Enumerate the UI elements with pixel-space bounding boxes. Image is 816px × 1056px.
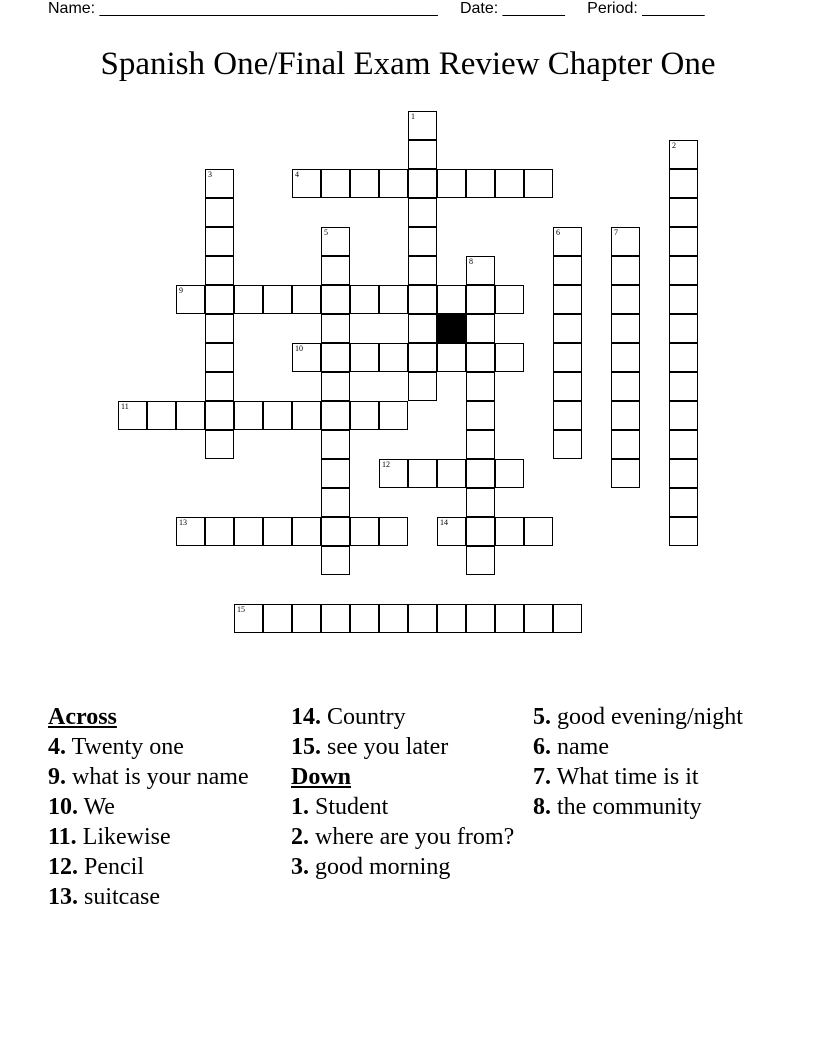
clue-text: Country bbox=[321, 704, 406, 730]
clue-text: where are you from? bbox=[309, 824, 515, 850]
clue-column-3 bbox=[533, 703, 763, 823]
crossword-cell[interactable] bbox=[437, 285, 466, 314]
crossword-cell[interactable] bbox=[408, 372, 437, 401]
crossword-cell[interactable] bbox=[321, 285, 350, 314]
crossword-cell[interactable] bbox=[669, 372, 698, 401]
cell-number: 2 bbox=[672, 141, 676, 150]
crossword-cell[interactable] bbox=[611, 256, 640, 285]
crossword-cell[interactable] bbox=[205, 430, 234, 459]
crossword-cell[interactable] bbox=[321, 430, 350, 459]
crossword-cell[interactable] bbox=[205, 401, 234, 430]
crossword-cell[interactable] bbox=[350, 343, 379, 372]
crossword-cell[interactable] bbox=[408, 343, 437, 372]
crossword-cell[interactable] bbox=[524, 517, 553, 546]
crossword-cell[interactable] bbox=[147, 401, 176, 430]
clue-number: 8. bbox=[533, 794, 551, 820]
crossword-cell[interactable] bbox=[321, 517, 350, 546]
crossword-cell[interactable] bbox=[495, 285, 524, 314]
crossword-cell[interactable] bbox=[495, 343, 524, 372]
clue-number: 1. bbox=[291, 794, 309, 820]
crossword-cell[interactable] bbox=[408, 285, 437, 314]
crossword-cell[interactable] bbox=[292, 401, 321, 430]
crossword-cell[interactable] bbox=[379, 343, 408, 372]
crossword-cell[interactable] bbox=[669, 517, 698, 546]
crossword-cell[interactable] bbox=[321, 401, 350, 430]
crossword-cell[interactable] bbox=[379, 169, 408, 198]
crossword-cell[interactable] bbox=[466, 604, 495, 633]
crossword-cell[interactable] bbox=[408, 227, 437, 256]
crossword-cell[interactable] bbox=[466, 314, 495, 343]
crossword-cell[interactable] bbox=[466, 546, 495, 575]
crossword-cell[interactable] bbox=[524, 604, 553, 633]
crossword-cell[interactable] bbox=[205, 256, 234, 285]
crossword-cell[interactable] bbox=[205, 343, 234, 372]
crossword-cell[interactable] bbox=[611, 401, 640, 430]
crossword-cell[interactable] bbox=[466, 343, 495, 372]
cell-number: 15 bbox=[237, 605, 245, 614]
crossword-cell[interactable] bbox=[263, 285, 292, 314]
clue-number: 5. bbox=[533, 704, 551, 730]
crossword-cell[interactable] bbox=[466, 285, 495, 314]
crossword-cell[interactable] bbox=[321, 488, 350, 517]
clue-number: 14. bbox=[291, 704, 321, 730]
clue-item bbox=[48, 883, 278, 911]
crossword-cell[interactable] bbox=[408, 198, 437, 227]
crossword-cell[interactable] bbox=[408, 604, 437, 633]
crossword-cell[interactable] bbox=[350, 517, 379, 546]
crossword-cell[interactable] bbox=[611, 314, 640, 343]
crossword-cell[interactable] bbox=[611, 285, 640, 314]
crossword-cell[interactable] bbox=[669, 169, 698, 198]
clue-number: 13. bbox=[48, 884, 78, 910]
crossword-cell[interactable] bbox=[466, 517, 495, 546]
page-title: Spanish One/Final Exam Review Chapter One bbox=[100, 46, 716, 82]
crossword-cell[interactable] bbox=[205, 285, 234, 314]
crossword-cell[interactable] bbox=[466, 169, 495, 198]
crossword-cell[interactable] bbox=[669, 256, 698, 285]
cell-number: 10 bbox=[295, 344, 303, 353]
crossword-cell[interactable] bbox=[205, 227, 234, 256]
crossword-cell[interactable] bbox=[408, 314, 437, 343]
clue-text: good morning bbox=[309, 854, 451, 880]
cell-number: 1 bbox=[411, 112, 415, 121]
clue-item bbox=[291, 733, 521, 761]
clue-text: the community bbox=[551, 794, 702, 820]
crossword-black-square bbox=[437, 314, 466, 343]
clue-text: what is your name bbox=[66, 764, 249, 790]
crossword-cell[interactable] bbox=[669, 227, 698, 256]
cell-number: 6 bbox=[556, 228, 560, 237]
crossword-cell[interactable] bbox=[321, 256, 350, 285]
crossword-cell[interactable] bbox=[321, 169, 350, 198]
clue-number: 2. bbox=[291, 824, 309, 850]
crossword-cell[interactable] bbox=[553, 430, 582, 459]
cell-number: 8 bbox=[469, 257, 473, 266]
crossword-cell[interactable] bbox=[466, 459, 495, 488]
crossword-cell[interactable] bbox=[611, 430, 640, 459]
crossword-cell[interactable] bbox=[205, 372, 234, 401]
crossword-cell[interactable] bbox=[205, 198, 234, 227]
crossword-cell[interactable] bbox=[350, 285, 379, 314]
clue-text: Likewise bbox=[76, 824, 171, 850]
crossword-cell[interactable] bbox=[292, 285, 321, 314]
crossword-cell[interactable] bbox=[611, 459, 640, 488]
crossword-cell[interactable] bbox=[321, 459, 350, 488]
clue-item bbox=[533, 793, 763, 821]
crossword-cell[interactable] bbox=[321, 314, 350, 343]
clue-heading-down: Down bbox=[291, 764, 352, 790]
cell-number: 7 bbox=[614, 228, 618, 237]
crossword-cell[interactable] bbox=[611, 343, 640, 372]
cell-number: 4 bbox=[295, 170, 299, 179]
clue-item bbox=[48, 793, 278, 821]
header-line: Name: ______________________________________ Date: _______ Period: _______ bbox=[48, 0, 705, 17]
clue-number: 3. bbox=[291, 854, 309, 880]
crossword-cell[interactable] bbox=[321, 604, 350, 633]
cell-number: 3 bbox=[208, 170, 212, 179]
crossword-cell[interactable] bbox=[321, 343, 350, 372]
clue-item bbox=[48, 733, 278, 761]
crossword-cell[interactable] bbox=[524, 169, 553, 198]
crossword-cell[interactable] bbox=[495, 169, 524, 198]
crossword-cell[interactable] bbox=[321, 546, 350, 575]
crossword-cell[interactable] bbox=[408, 140, 437, 169]
crossword-cell[interactable] bbox=[669, 430, 698, 459]
crossword-cell[interactable] bbox=[205, 314, 234, 343]
crossword-cell[interactable] bbox=[495, 517, 524, 546]
crossword-cell[interactable] bbox=[553, 604, 582, 633]
clue-item bbox=[533, 763, 763, 791]
crossword-cell[interactable] bbox=[437, 169, 466, 198]
crossword-cell[interactable] bbox=[234, 285, 263, 314]
crossword-cell[interactable] bbox=[437, 343, 466, 372]
clue-text: Pencil bbox=[78, 854, 144, 880]
crossword-cell[interactable] bbox=[669, 343, 698, 372]
clue-item bbox=[48, 823, 278, 851]
crossword-cell[interactable] bbox=[321, 372, 350, 401]
clue-number: 10. bbox=[48, 794, 78, 820]
crossword-cell[interactable] bbox=[408, 459, 437, 488]
crossword-cell[interactable] bbox=[176, 401, 205, 430]
clue-number: 4. bbox=[48, 734, 66, 760]
clue-item bbox=[533, 733, 763, 761]
clue-item bbox=[48, 763, 278, 791]
clue-number: 11. bbox=[48, 824, 77, 850]
clue-column-1 bbox=[48, 703, 278, 913]
crossword-cell[interactable] bbox=[553, 401, 582, 430]
crossword-cell[interactable] bbox=[466, 430, 495, 459]
clue-text: name bbox=[551, 734, 609, 760]
crossword-cell[interactable] bbox=[466, 488, 495, 517]
cell-number: 11 bbox=[121, 402, 129, 411]
clue-number: 6. bbox=[533, 734, 551, 760]
crossword-cell[interactable] bbox=[669, 314, 698, 343]
clue-number: 7. bbox=[533, 764, 551, 790]
crossword-cell[interactable] bbox=[553, 256, 582, 285]
clue-text: What time is it bbox=[551, 764, 699, 790]
crossword-cell[interactable] bbox=[234, 401, 263, 430]
crossword-cell[interactable] bbox=[669, 198, 698, 227]
clue-text: suitcase bbox=[78, 884, 160, 910]
crossword-cell[interactable] bbox=[292, 517, 321, 546]
crossword-cell[interactable] bbox=[263, 604, 292, 633]
clue-item bbox=[48, 853, 278, 881]
clue-number: 9. bbox=[48, 764, 66, 790]
clue-item bbox=[291, 853, 521, 881]
clue-number: 15. bbox=[291, 734, 321, 760]
crossword-cell[interactable] bbox=[350, 169, 379, 198]
crossword-cell[interactable] bbox=[205, 517, 234, 546]
clue-text: good evening/night bbox=[551, 704, 743, 730]
crossword-cell[interactable] bbox=[495, 604, 524, 633]
crossword-cell[interactable] bbox=[669, 459, 698, 488]
crossword-cell[interactable] bbox=[379, 401, 408, 430]
crossword-cell[interactable] bbox=[379, 517, 408, 546]
crossword-cell[interactable] bbox=[553, 285, 582, 314]
crossword-cell[interactable] bbox=[495, 459, 524, 488]
clue-item bbox=[533, 703, 763, 731]
clue-text: Student bbox=[309, 794, 389, 820]
crossword-cell[interactable] bbox=[437, 604, 466, 633]
crossword-cell[interactable] bbox=[408, 169, 437, 198]
clue-item bbox=[291, 793, 521, 821]
cell-number: 9 bbox=[179, 286, 183, 295]
crossword-cell[interactable] bbox=[379, 604, 408, 633]
crossword-cell[interactable] bbox=[292, 604, 321, 633]
clue-text: see you later bbox=[321, 734, 449, 760]
clue-number: 12. bbox=[48, 854, 78, 880]
crossword-cell[interactable] bbox=[553, 343, 582, 372]
crossword-cell[interactable] bbox=[234, 517, 263, 546]
clue-item bbox=[291, 703, 521, 731]
crossword-cell[interactable] bbox=[466, 401, 495, 430]
crossword-cell[interactable] bbox=[466, 372, 495, 401]
crossword-cell[interactable] bbox=[553, 372, 582, 401]
cell-number: 5 bbox=[324, 228, 328, 237]
cell-number: 14 bbox=[440, 518, 448, 527]
clue-item bbox=[291, 823, 521, 851]
crossword-cell[interactable] bbox=[669, 488, 698, 517]
crossword-cell[interactable] bbox=[437, 459, 466, 488]
clue-text: We bbox=[78, 794, 115, 820]
clue-text: Twenty one bbox=[66, 734, 184, 760]
crossword-cell[interactable] bbox=[611, 372, 640, 401]
crossword-cell[interactable] bbox=[669, 401, 698, 430]
crossword-cell[interactable] bbox=[669, 285, 698, 314]
crossword-cell[interactable] bbox=[263, 517, 292, 546]
clue-heading-across: Across bbox=[48, 704, 117, 730]
crossword-cell[interactable] bbox=[350, 604, 379, 633]
crossword-cell[interactable] bbox=[379, 285, 408, 314]
clue-column-2 bbox=[291, 703, 521, 883]
crossword-cell[interactable] bbox=[350, 401, 379, 430]
cell-number: 13 bbox=[179, 518, 187, 527]
cell-number: 12 bbox=[382, 460, 390, 469]
crossword-cell[interactable] bbox=[408, 256, 437, 285]
crossword-cell[interactable] bbox=[553, 314, 582, 343]
crossword-cell[interactable] bbox=[263, 401, 292, 430]
